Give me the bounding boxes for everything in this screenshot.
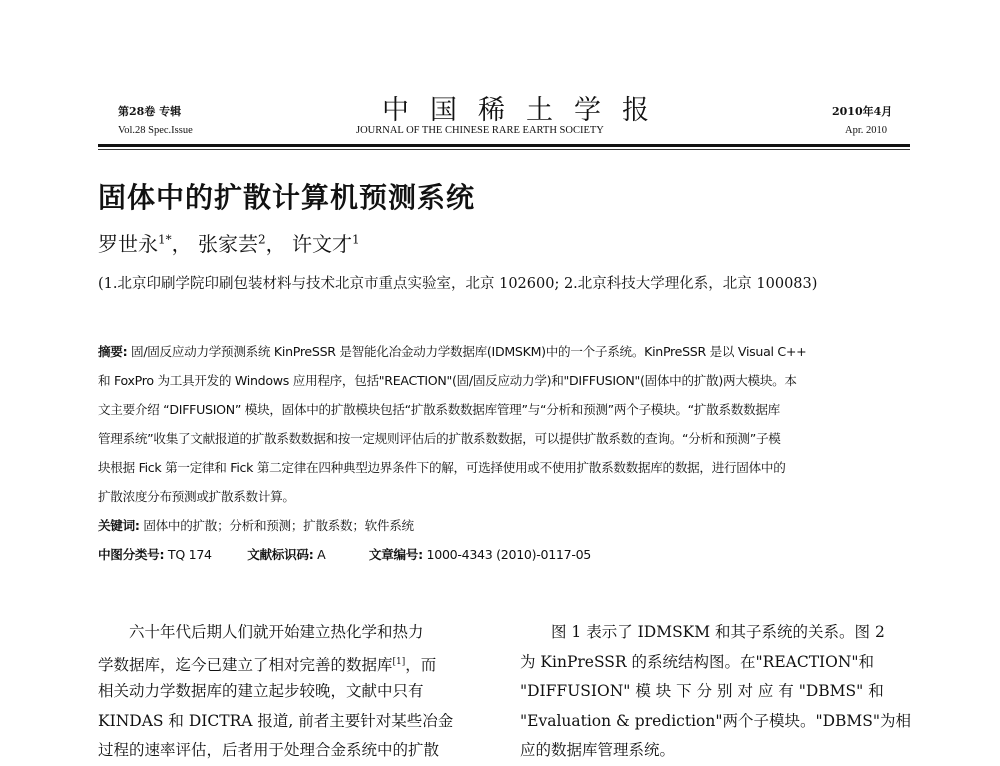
keywords (98, 515, 414, 534)
abstract-line: 扩散浓度分布预测或扩散系数计算。 (98, 489, 295, 504)
body-line: KINDAS 和 DICTRA 报道, 前者主要针对某些冶金 (98, 711, 454, 730)
citation[interactable]: [1] (392, 656, 406, 667)
affiliation: (1.北京印刷学院印刷包装材料与技术北京市重点实验室，北京 102600; 2.北京科技大学理化系，北京 100083) (98, 276, 818, 292)
date-cn: 2010年4月 (832, 105, 893, 118)
body-line: "Evaluation & prediction"两个子模块。"DBMS"为相 (520, 711, 912, 730)
clc-label: 中图分类号: (98, 547, 165, 562)
date-en: Apr. 2010 (845, 125, 887, 136)
author-sup: 1* (158, 232, 172, 247)
article-no-label: 文章编号: (368, 547, 423, 562)
author: 罗世永 (98, 232, 158, 256)
body-left-column (98, 618, 473, 766)
header-rule-thick (98, 144, 910, 147)
author-list: 罗世永$^{1*}$， 张家芸$^2$， 许文才$^1$ (98, 232, 360, 256)
body-line: 六十年代后期人们就开始建立热化学和热力 (98, 623, 424, 641)
abstract-text: 固/固反应动力学预测系统 KinPreSSR 是智能化冶金动力学数据库(IDMSKM)中的一个子系统。KinPreSSR 是以 Visual C++ (127, 344, 807, 359)
author: 许文才 (292, 232, 352, 256)
doc-code-value: A (313, 547, 326, 562)
abstract-line: 块根据 Fick 第一定律和 Fick 第二定律在四种典型边界条件下的解，可选择使用或不使用扩散系数数据库的数据，进行固体中的 (98, 460, 786, 475)
volume-cn: 第28卷 专辑 (118, 105, 182, 118)
body-text: 学数据库，迄今已建立了相对完善的数据库 (98, 655, 393, 674)
abstract-line: 和 FoxPro 为工具开发的 Windows 应用程序，包括"REACTION"(固/固反应动力学)和"DIFFUSION"(固体中的扩散)两大模块。本 (98, 373, 797, 388)
abstract-line: 文主要介绍 “DIFFUSION” 模块，固体中的扩散模块包括“扩散系数数据库管理”与“分析和预测”两个子模块。“扩散系数数据库 (98, 402, 780, 417)
keywords-label: 关键词: (98, 518, 140, 533)
abstract-label: 摘要: (98, 344, 128, 359)
header-rule-thin (98, 149, 910, 150)
body-line: 相关动力学数据库的建立起步较晚，文献中只有 (98, 682, 424, 700)
clc-value: TQ 174 (164, 547, 212, 562)
classification-line (98, 544, 591, 563)
doc-code-label: 文献标识码: (247, 547, 314, 562)
article-no-value: 1000-4343 (2010)-0117-05 (422, 547, 592, 562)
abstract-line (98, 341, 806, 360)
author-sup: 1 (352, 232, 360, 247)
author-sup: 2 (258, 232, 266, 247)
body-line: 图 1 表示了 IDMSKM 和其子系统的关系。图 2 (520, 623, 885, 641)
body-text: ，而 (405, 655, 437, 674)
body-line: 应的数据库管理系统。 (520, 741, 676, 759)
body-line: 为 KinPreSSR 的系统结构图。在"REACTION"和 (520, 652, 875, 671)
volume-en: Vol.28 Spec.Issue (118, 125, 193, 136)
journal-title-cn: 中国稀土学报 (382, 95, 670, 126)
body-line (98, 648, 473, 678)
journal-title-en: JOURNAL OF THE CHINESE RARE EARTH SOCIETY (356, 125, 604, 136)
body-right-column (520, 618, 912, 766)
body-line: "DIFFUSION" 模 块 下 分 别 对 应 有 "DBMS" 和 (520, 682, 884, 700)
body-line: 过程的速率评估，后者用于处理合金系统中的扩散 (98, 741, 440, 759)
article-title: 固体中的扩散计算机预测系统 (98, 181, 476, 214)
keywords-text: 固体中的扩散；分析和预测；扩散系数；软件系统 (139, 518, 414, 533)
author: 张家芸 (198, 232, 258, 256)
abstract-line: 管理系统”收集了文献报道的扩散系数数据和按一定规则评估后的扩散系数数据，可以提供扩散系数的查询。“分析和预测”子模 (98, 431, 781, 446)
